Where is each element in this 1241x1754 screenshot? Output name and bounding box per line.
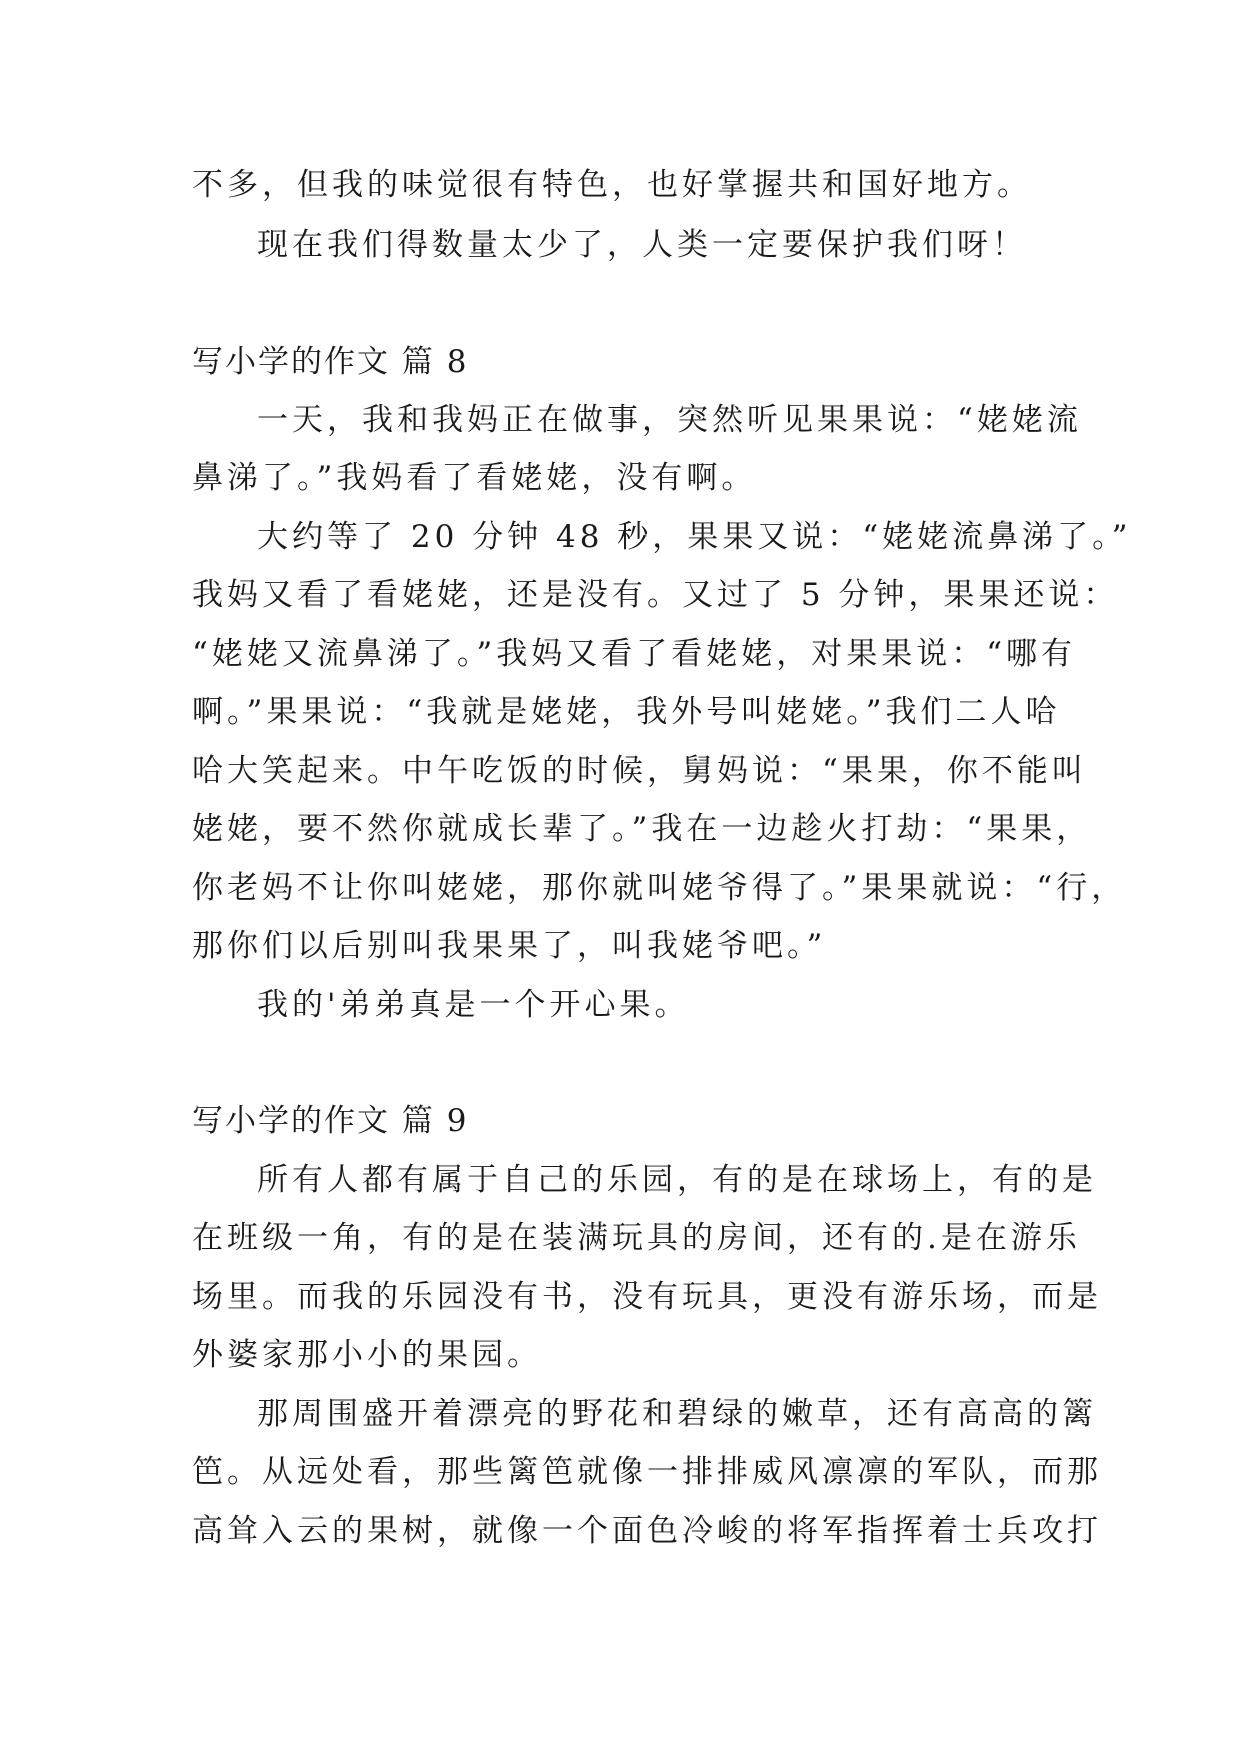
paragraph-line: 我妈又看了看姥姥，还是没有。又过了 5 分钟，果果还说：	[192, 577, 1119, 613]
paragraph-line: 所有人都有属于自己的乐园，有的是在球场上，有的是	[257, 1162, 1097, 1198]
section-heading-8: 写小学的作文 篇 8	[192, 344, 469, 380]
paragraph-line: 外婆家那小小的果园。	[192, 1337, 542, 1373]
paragraph-line: 笆。从远处看，那些篱笆就像一排排威风凛凛的军队，而那	[192, 1454, 1102, 1490]
paragraph-line: 鼻涕了。”我妈看了看姥姥，没有啊。	[192, 460, 757, 496]
paragraph-line: 在班级一角，有的是在装满玩具的房间，还有的.是在游乐	[192, 1220, 1081, 1256]
paragraph-line: 不多，但我的味觉很有特色，也好掌握共和国好地方。	[192, 167, 1032, 203]
paragraph-line: 啊。”果果说：“我就是姥姥，我外号叫姥姥。”我们二人哈	[192, 694, 1061, 730]
section-heading-9: 写小学的作文 篇 9	[192, 1103, 469, 1139]
paragraph-line: 一天，我和我妈正在做事，突然听见果果说：“姥姥流	[257, 402, 1082, 438]
paragraph-line: 高耸入云的果树，就像一个面色冷峻的将军指挥着士兵攻打	[192, 1513, 1102, 1549]
paragraph-line: 我的'弟弟真是一个开心果。	[257, 987, 690, 1023]
paragraph-line: 你老妈不让你叫姥姥，那你就叫姥爷得了。”果果就说：“行，	[192, 870, 1127, 906]
paragraph-line: 姥姥，要不然你就成长辈了。”我在一边趁火打劫：“果果，	[192, 811, 1092, 847]
paragraph-line: 场里。而我的乐园没有书，没有玩具，更没有游乐场，而是	[192, 1279, 1102, 1315]
paragraph-line: 现在我们得数量太少了，人类一定要保护我们呀！	[257, 227, 1027, 263]
paragraph-line: 那周围盛开着漂亮的野花和碧绿的嫩草，还有高高的篱	[257, 1396, 1097, 1432]
paragraph-line: 大约等了 20 分钟 48 秒，果果又说：“姥姥流鼻涕了。”	[257, 519, 1132, 555]
paragraph-line: 哈大笑起来。中午吃饭的时候，舅妈说：“果果，你不能叫	[192, 753, 1087, 789]
paragraph-line: 那你们以后别叫我果果了，叫我姥爷吧。”	[192, 928, 827, 964]
paragraph-line: “姥姥又流鼻涕了。”我妈又看了看姥姥，对果果说：“哪有	[192, 636, 1077, 672]
